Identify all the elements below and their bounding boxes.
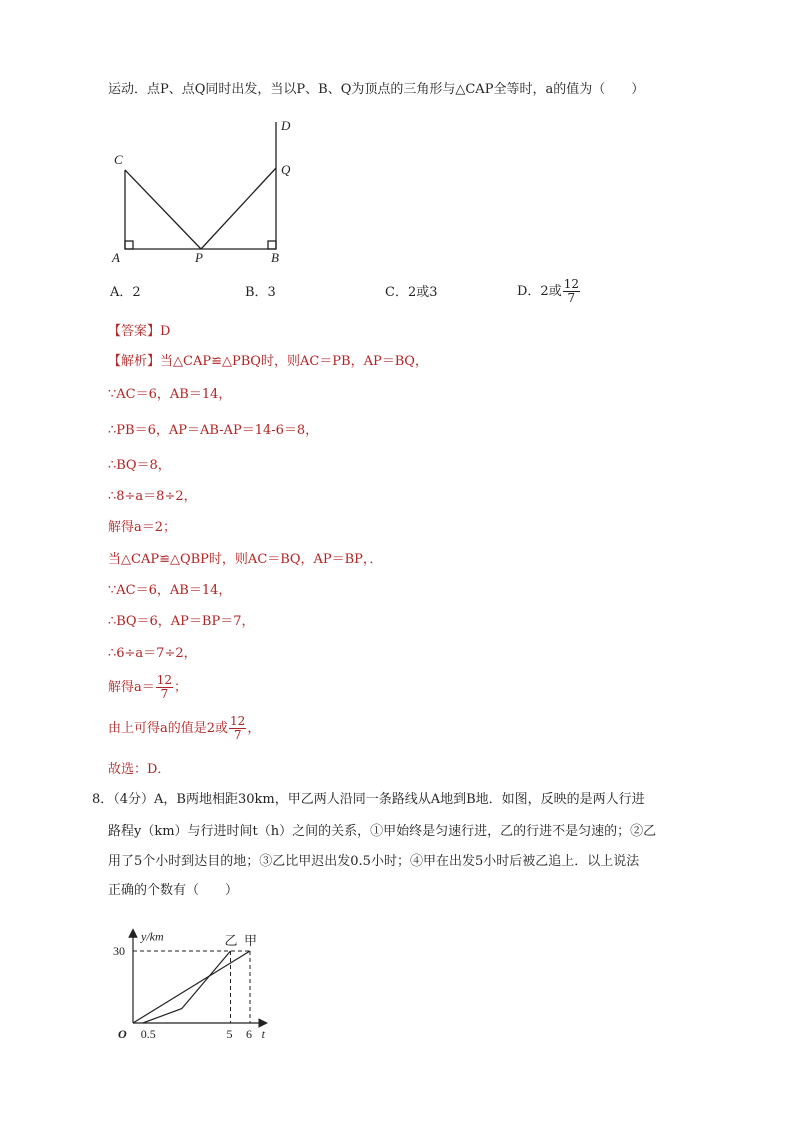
analysis-line-10: ∴6÷a＝7÷2，	[108, 646, 197, 661]
right-angle-b	[268, 241, 276, 249]
label-q: Q	[281, 162, 291, 177]
label-d: D	[281, 118, 291, 133]
q8-line-3: 用了5个小时到达目的地；③乙比甲迟出发0.5小时；④甲在出发5小时后被乙追上．以上说法	[108, 854, 640, 869]
analysis-choose: 故选：D．	[108, 762, 171, 777]
option-b[interactable]: B．3	[245, 285, 276, 300]
y-tick-label-30: 30	[113, 944, 125, 958]
y-axis-label: y/km	[141, 929, 164, 944]
label-p: P	[195, 250, 203, 265]
segment-pq	[201, 168, 276, 249]
analysis-solve-2: 解得a＝ $\frac{12}{7}$ ；	[108, 673, 188, 701]
answer: 【答案】D	[108, 324, 171, 339]
label-a: A	[112, 250, 120, 265]
x-tick-label-5: 5	[226, 1027, 233, 1041]
q7-stem: 运动．点P、点Q同时出发，当以P、B、Q为顶点的三角形与△CAP全等时，a的值为（ ）	[108, 82, 645, 97]
analysis-line-6: 解得a＝2；	[108, 520, 177, 535]
series-line-0	[133, 951, 250, 1023]
segment-cp	[125, 170, 201, 249]
analysis-line-9: ∴BQ＝6，AP＝BP＝7，	[108, 614, 255, 629]
label-b: B	[271, 250, 279, 265]
option-d-label: D．2或	[517, 284, 562, 299]
series-label-1: 乙	[224, 933, 238, 948]
option-c[interactable]: C．2或3	[385, 285, 438, 300]
analysis-result: 由上可得a的值是2或 $\frac{12}{7}$ ，	[108, 714, 261, 742]
analysis-line-1: 【解析】当△CAP≌△PBQ时，则AC＝PB，AP＝BQ，	[108, 354, 428, 369]
right-angle-a	[125, 241, 133, 249]
analysis-line-4: ∴BQ＝8，	[108, 458, 171, 473]
analysis-line-3: ∴PB＝6，AP＝AB-AP＝14-6＝8，	[108, 423, 319, 438]
analysis-line-7: 当△CAP≌△QBP时，则AC＝BQ，AP＝BP，．	[108, 552, 383, 567]
option-d[interactable]	[517, 278, 581, 305]
x-tick-label-0.5: 0.5	[140, 1027, 156, 1041]
q8-line-2: 路程y（km）与行进时间t（h）之间的关系，①甲始终是匀速行进，乙的行进不是匀速的；②乙	[108, 824, 657, 839]
series-line-1	[143, 951, 231, 1023]
analysis-line-5: ∴8÷a＝8÷2，	[108, 489, 197, 504]
q8-line-4: 正确的个数有（ ）	[108, 883, 239, 898]
q7-figure	[100, 112, 320, 272]
origin-label: O	[118, 1027, 127, 1041]
x-tick-label-6: 6	[246, 1027, 252, 1041]
series-label-0: 甲	[244, 933, 258, 948]
option-d-fraction: $\frac{12}{7}$	[563, 277, 579, 305]
label-c: C	[114, 152, 123, 167]
q8-line-1: 8．（4分）A，B两地相距30km，甲乙两人沿同一条路线从A地到B地．如图，反映的是两人行进	[92, 792, 645, 807]
analysis-tag: 【解析】	[108, 354, 161, 369]
analysis-line-8: ∵AC＝6，AB＝14，	[108, 583, 232, 598]
q8-chart	[105, 905, 295, 1050]
x-axis-label: t	[261, 1027, 265, 1041]
analysis-line-2: ∵AC＝6，AB＝14，	[108, 387, 232, 402]
option-a[interactable]: A．2	[110, 285, 141, 300]
